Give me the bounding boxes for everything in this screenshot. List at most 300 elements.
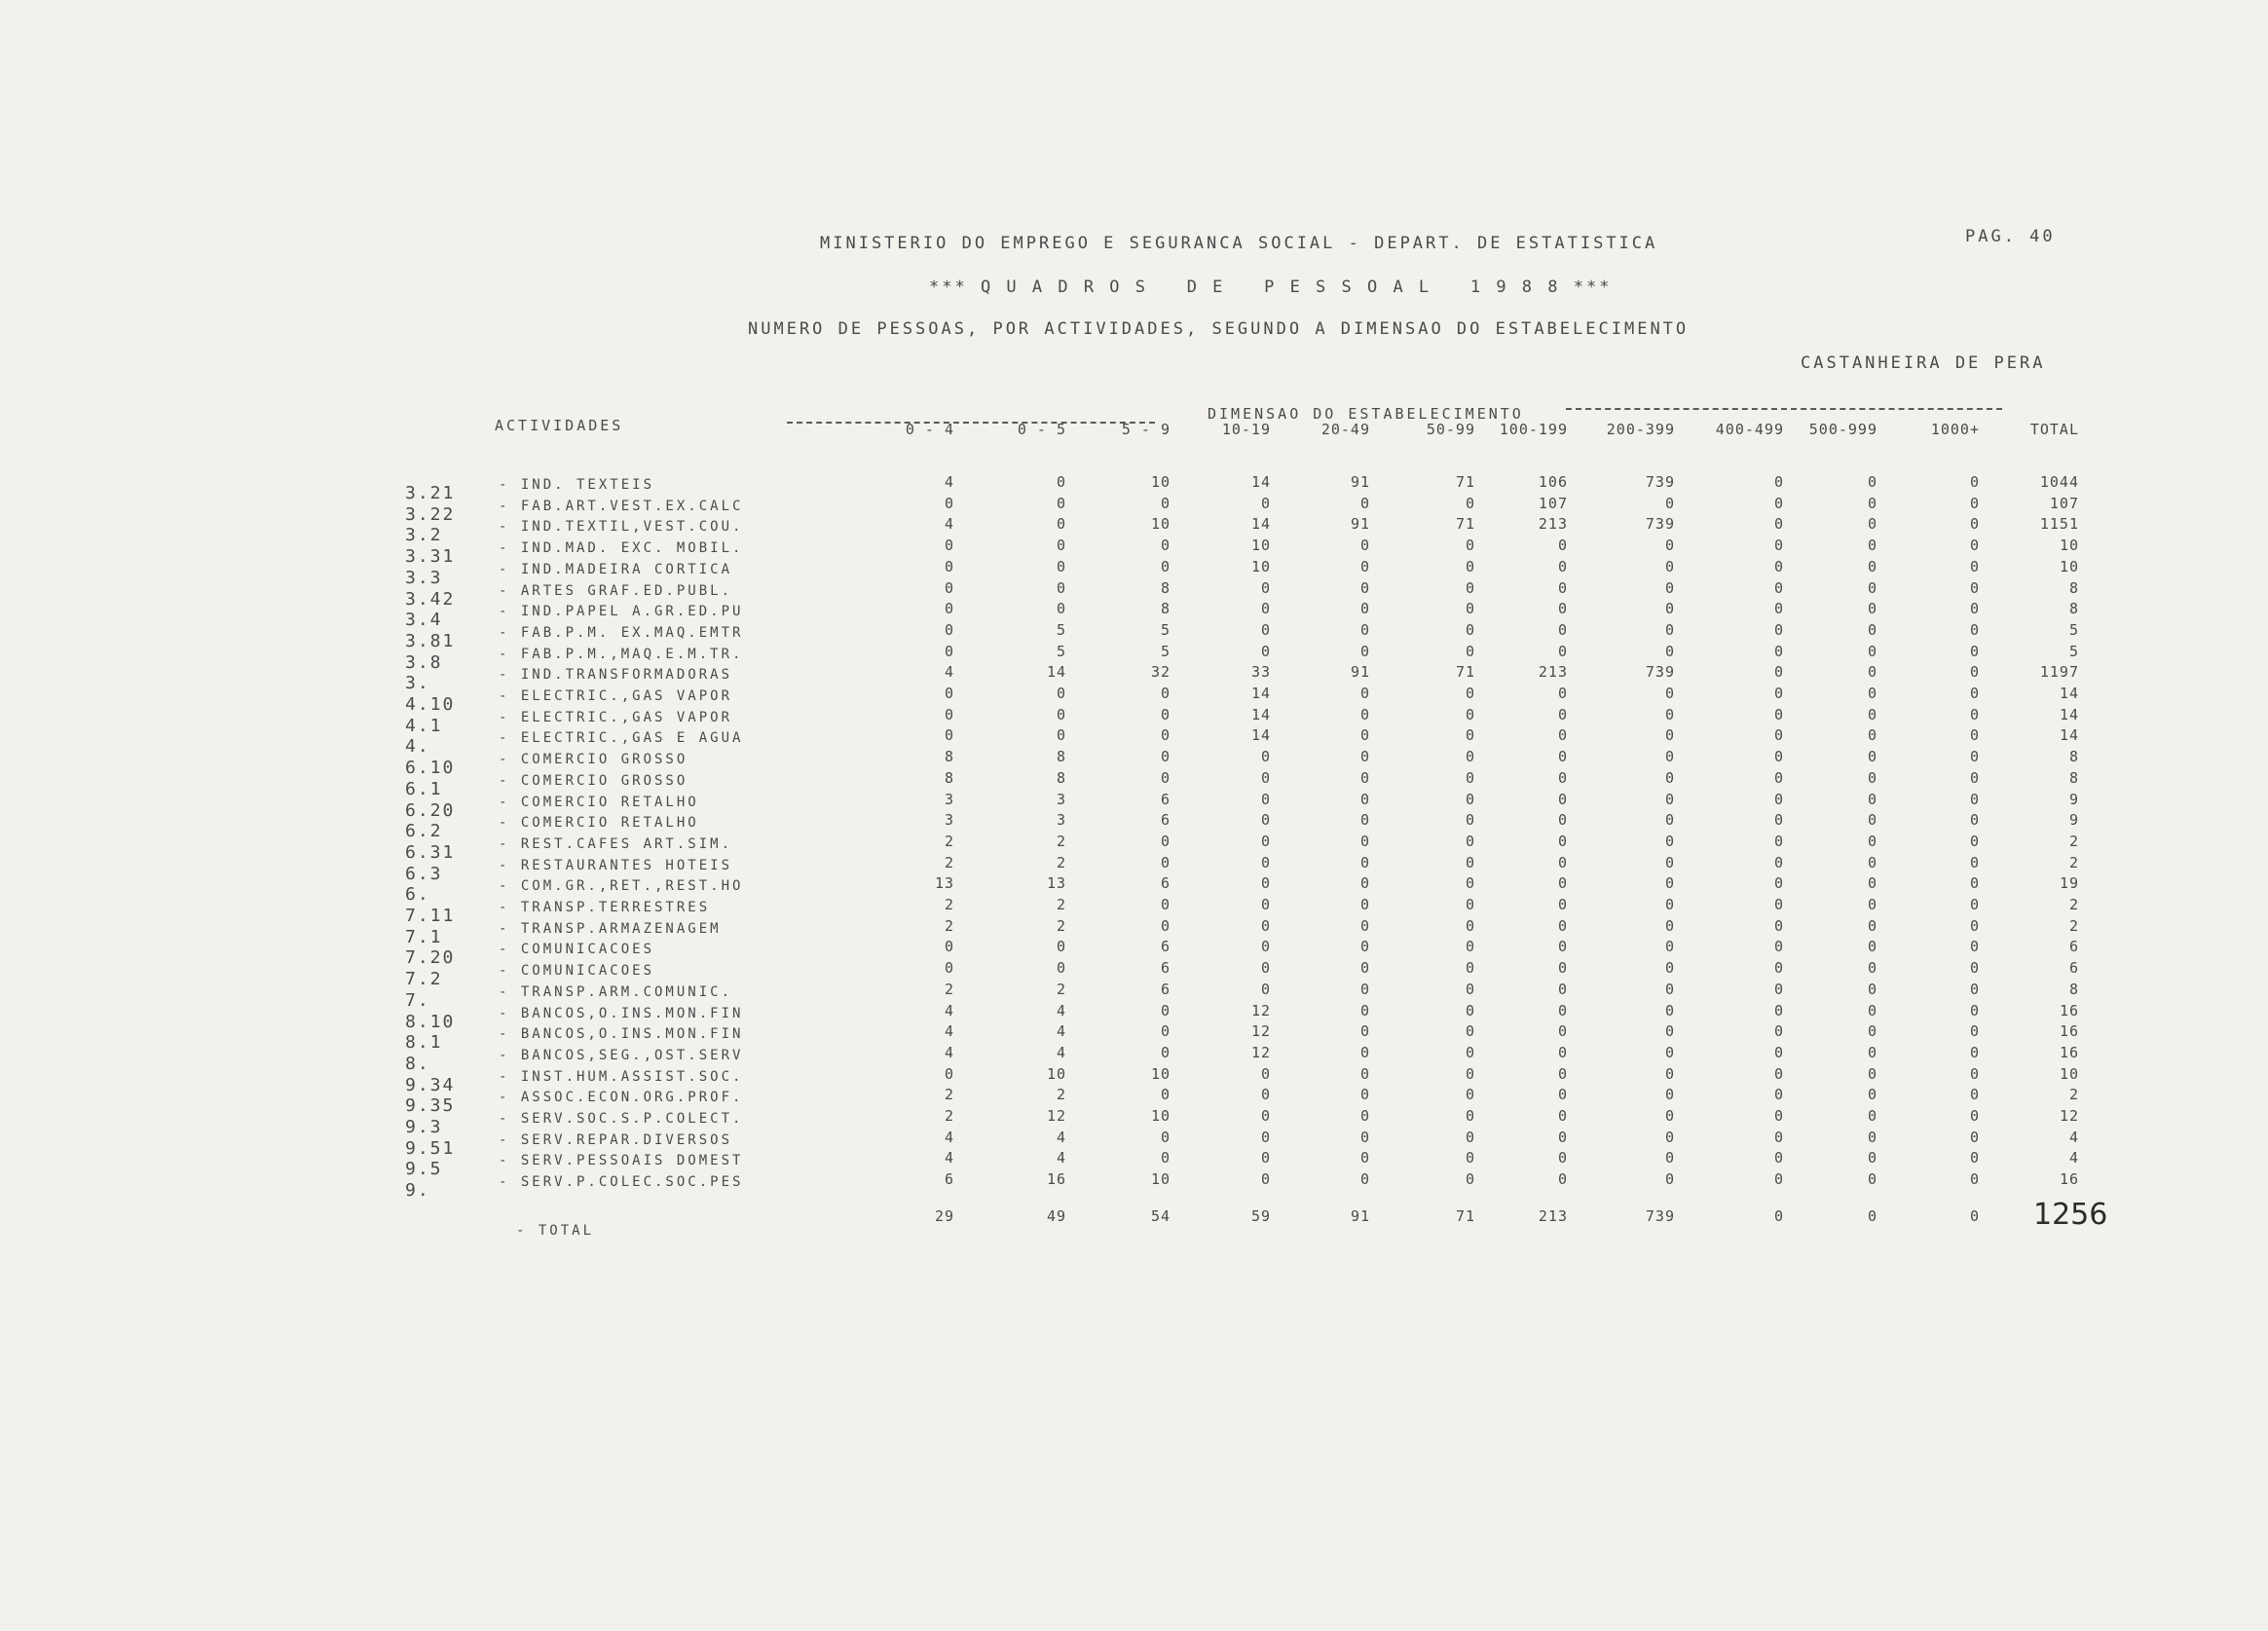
table-cell: 0 bbox=[1969, 916, 1980, 935]
table-cell: 0 bbox=[1557, 685, 1568, 702]
table-cell: 0 bbox=[1969, 642, 1980, 660]
table-cell: 0 bbox=[1260, 578, 1271, 597]
table-cell: 2 bbox=[2068, 853, 2079, 871]
table-cell: 0 bbox=[1773, 1086, 1784, 1104]
table-cell: 0 bbox=[1867, 768, 1878, 787]
table-cell: 0 bbox=[1465, 1107, 1475, 1125]
table-cell: 0 bbox=[1773, 1170, 1784, 1189]
table-cell: 0 bbox=[1773, 1128, 1784, 1146]
table-cell: 3 bbox=[944, 811, 954, 830]
table-cell: 0 bbox=[1557, 811, 1568, 830]
table-cell: 0 bbox=[1056, 557, 1066, 575]
table-cell: 2 bbox=[944, 896, 954, 913]
column-header: 400-499 bbox=[1715, 421, 1784, 438]
table-cell: 0 bbox=[1557, 578, 1568, 597]
activity-name: - BANCOS,SEG.,OST.SERV bbox=[499, 1047, 744, 1063]
table-cell: 8 bbox=[1056, 768, 1066, 787]
table-cell: 0 bbox=[1664, 790, 1675, 808]
table-cell: 0 bbox=[1557, 1107, 1568, 1125]
table-cell: 0 bbox=[1773, 1064, 1784, 1083]
table-cell: 0 bbox=[1359, 557, 1370, 575]
table-cell: 0 bbox=[1557, 959, 1568, 978]
table-cell: 0 bbox=[1773, 663, 1784, 682]
table-cell: 107 bbox=[1538, 494, 1568, 512]
table-cell: 0 bbox=[944, 726, 954, 745]
table-cell: 0 bbox=[1260, 642, 1271, 660]
table-cell: 2 bbox=[944, 916, 954, 935]
table-cell: 0 bbox=[1867, 557, 1878, 575]
table-cell: 5 bbox=[1160, 620, 1171, 639]
total-cell: 0 bbox=[1969, 1207, 1980, 1225]
table-cell: 10 bbox=[1150, 1107, 1171, 1125]
table-cell: 0 bbox=[1773, 578, 1784, 597]
table-cell: 0 bbox=[1867, 685, 1878, 702]
table-cell: 213 bbox=[1538, 515, 1568, 534]
table-cell: 5 bbox=[2068, 642, 2079, 660]
table-cell: 0 bbox=[1557, 768, 1568, 787]
table-cell: 8 bbox=[1160, 600, 1171, 618]
table-cell: 0 bbox=[1465, 811, 1475, 830]
activity-name: - COMUNICACOES bbox=[499, 942, 655, 958]
activity-name: - COM.GR.,RET.,REST.HO bbox=[499, 878, 744, 895]
table-cell: 0 bbox=[1260, 1107, 1271, 1125]
table-cell: 107 bbox=[2049, 494, 2079, 512]
table-cell: 0 bbox=[1867, 1149, 1878, 1168]
table-cell: 0 bbox=[944, 1064, 954, 1083]
table-cell: 8 bbox=[2068, 600, 2079, 618]
table-cell: 0 bbox=[1773, 642, 1784, 660]
table-cell: 10 bbox=[1046, 1064, 1066, 1083]
table-cell: 0 bbox=[1969, 1022, 1980, 1041]
table-cell: 0 bbox=[1773, 494, 1784, 512]
table-cell: 0 bbox=[1160, 916, 1171, 935]
table-cell: 0 bbox=[1773, 853, 1784, 871]
table-cell: 0 bbox=[1867, 959, 1878, 978]
activity-code: 3.31 bbox=[405, 546, 456, 568]
table-cell: 0 bbox=[1465, 853, 1475, 871]
table-cell: 2 bbox=[1056, 980, 1066, 998]
table-cell: 1197 bbox=[2039, 663, 2079, 682]
table-cell: 0 bbox=[1969, 790, 1980, 808]
table-cell: 8 bbox=[2068, 748, 2079, 766]
table-cell: 0 bbox=[1969, 663, 1980, 682]
table-cell: 0 bbox=[1969, 896, 1980, 913]
table-cell: 33 bbox=[1250, 663, 1271, 682]
table-cell: 0 bbox=[1773, 1149, 1784, 1168]
table-cell: 0 bbox=[1664, 748, 1675, 766]
table-cell: 0 bbox=[1160, 494, 1171, 512]
table-cell: 10 bbox=[2059, 537, 2079, 555]
table-cell: 4 bbox=[1056, 1128, 1066, 1146]
table-cell: 0 bbox=[1260, 1128, 1271, 1146]
activity-name: - BANCOS,O.INS.MON.FIN bbox=[499, 1026, 744, 1043]
table-cell: 0 bbox=[1557, 896, 1568, 913]
activity-code: 3.81 bbox=[405, 630, 456, 651]
table-cell: 0 bbox=[1773, 473, 1784, 491]
table-cell: 0 bbox=[1465, 980, 1475, 998]
table-cell: 2 bbox=[2068, 896, 2079, 913]
table-cell: 8 bbox=[2068, 980, 2079, 998]
table-cell: 10 bbox=[2059, 557, 2079, 575]
activity-code: 4.10 bbox=[405, 694, 456, 715]
table-cell: 0 bbox=[1260, 980, 1271, 998]
table-cell: 106 bbox=[1538, 473, 1568, 491]
table-cell: 0 bbox=[944, 705, 954, 723]
table-cell: 0 bbox=[1664, 1107, 1675, 1125]
table-cell: 0 bbox=[1773, 748, 1784, 766]
table-cell: 0 bbox=[1465, 620, 1475, 639]
table-cell: 739 bbox=[1645, 663, 1675, 682]
table-cell: 0 bbox=[1160, 768, 1171, 787]
table-cell: 0 bbox=[1867, 980, 1878, 998]
table-cell: 0 bbox=[1359, 642, 1370, 660]
table-cell: 10 bbox=[1250, 537, 1271, 555]
column-header: 0 - 5 bbox=[1017, 421, 1066, 438]
activity-name: - TRANSP.TERRESTRES bbox=[499, 900, 711, 915]
table-cell: 6 bbox=[1160, 938, 1171, 956]
table-cell: 0 bbox=[1465, 1170, 1475, 1189]
table-cell: 0 bbox=[1969, 938, 1980, 956]
total-cell: 213 bbox=[1538, 1207, 1568, 1225]
activity-name: - ELECTRIC.,GAS VAPOR bbox=[499, 709, 733, 725]
table-cell: 4 bbox=[1056, 1001, 1066, 1019]
table-cell: 0 bbox=[1465, 1001, 1475, 1019]
table-cell: 0 bbox=[1557, 980, 1568, 998]
total-cell: 91 bbox=[1350, 1207, 1370, 1225]
table-cell: 0 bbox=[1867, 705, 1878, 723]
table-cell: 0 bbox=[1664, 1149, 1675, 1168]
table-cell: 10 bbox=[1150, 515, 1171, 534]
table-cell: 14 bbox=[1250, 705, 1271, 723]
table-cell: 3 bbox=[944, 790, 954, 808]
table-cell: 0 bbox=[1773, 896, 1784, 913]
activities-column-header: ACTIVIDADES bbox=[495, 417, 624, 434]
table-cell: 0 bbox=[1664, 811, 1675, 830]
table-cell: 0 bbox=[1260, 790, 1271, 808]
activity-name: - SERV.REPAR.DIVERSOS bbox=[499, 1131, 733, 1148]
table-cell: 0 bbox=[1056, 685, 1066, 702]
total-cell: 0 bbox=[1773, 1207, 1784, 1225]
table-cell: 0 bbox=[944, 600, 954, 618]
table-cell: 8 bbox=[944, 768, 954, 787]
table-cell: 0 bbox=[1969, 874, 1980, 893]
table-cell: 0 bbox=[1867, 600, 1878, 618]
table-cell: 0 bbox=[1260, 1149, 1271, 1168]
table-cell: 0 bbox=[1664, 1086, 1675, 1104]
table-cell: 2 bbox=[1056, 853, 1066, 871]
table-cell: 0 bbox=[1664, 642, 1675, 660]
table-cell: 0 bbox=[1260, 1086, 1271, 1104]
activity-name: - BANCOS,O.INS.MON.FIN bbox=[499, 1005, 744, 1021]
activity-name: - IND.TEXTIL,VEST.COU. bbox=[499, 519, 744, 536]
table-cell: 0 bbox=[1969, 578, 1980, 597]
table-cell: 16 bbox=[2059, 1170, 2079, 1189]
table-cell: 0 bbox=[1969, 726, 1980, 745]
table-cell: 0 bbox=[1664, 874, 1675, 893]
table-cell: 0 bbox=[1160, 853, 1171, 871]
table-cell: 0 bbox=[1664, 578, 1675, 597]
table-cell: 0 bbox=[1867, 663, 1878, 682]
activity-name: - IND.TRANSFORMADORAS bbox=[499, 667, 733, 684]
table-cell: 0 bbox=[1557, 1086, 1568, 1104]
ministry-header: MINISTERIO DO EMPREGO E SEGURANCA SOCIAL - DEPART. DE ESTATISTICA bbox=[820, 234, 1658, 253]
table-cell: 0 bbox=[1664, 600, 1675, 618]
total-cell: 49 bbox=[1046, 1207, 1066, 1225]
table-cell: 2 bbox=[2068, 1086, 2079, 1104]
table-cell: 6 bbox=[944, 1170, 954, 1189]
table-cell: 0 bbox=[1867, 1043, 1878, 1061]
activity-code: 9.3 bbox=[405, 1117, 443, 1137]
table-cell: 6 bbox=[1160, 811, 1171, 830]
table-cell: 0 bbox=[1359, 959, 1370, 978]
table-cell: 0 bbox=[1664, 537, 1675, 555]
activity-code: 8.1 bbox=[405, 1032, 443, 1054]
table-cell: 0 bbox=[1465, 1149, 1475, 1168]
activity-name: - REST.CAFES ART.SIM. bbox=[499, 835, 733, 852]
activity-code: 7. bbox=[405, 989, 430, 1011]
table-cell: 0 bbox=[1056, 959, 1066, 978]
table-cell: 0 bbox=[1867, 1170, 1878, 1189]
column-header: 1000+ bbox=[1930, 421, 1980, 438]
table-cell: 0 bbox=[1969, 1064, 1980, 1083]
table-cell: 0 bbox=[1664, 938, 1675, 956]
table-cell: 0 bbox=[1773, 515, 1784, 534]
table-cell: 0 bbox=[1773, 620, 1784, 639]
table-cell: 0 bbox=[1773, 811, 1784, 830]
activity-name: - TRANSP.ARM.COMUNIC. bbox=[499, 983, 733, 1000]
table-cell: 16 bbox=[2059, 1022, 2079, 1041]
activity-name: - IND.MAD. EXC. MOBIL. bbox=[499, 540, 744, 557]
table-cell: 0 bbox=[1969, 768, 1980, 787]
table-cell: 14 bbox=[1046, 663, 1066, 682]
table-cell: 0 bbox=[1056, 494, 1066, 512]
table-cell: 0 bbox=[1359, 1149, 1370, 1168]
table-cell: 12 bbox=[2059, 1107, 2079, 1125]
table-cell: 0 bbox=[1557, 1128, 1568, 1146]
table-cell: 12 bbox=[1250, 1001, 1271, 1019]
table-cell: 2 bbox=[1056, 1086, 1066, 1104]
table-cell: 9 bbox=[2068, 811, 2079, 830]
table-cell: 0 bbox=[1867, 726, 1878, 745]
activity-name: - COMERCIO RETALHO bbox=[499, 794, 699, 810]
table-cell: 0 bbox=[1260, 494, 1271, 512]
activity-name: - COMERCIO GROSSO bbox=[499, 772, 688, 789]
table-cell: 2 bbox=[1056, 832, 1066, 850]
table-cell: 0 bbox=[1557, 1043, 1568, 1061]
table-cell: 1044 bbox=[2039, 473, 2079, 491]
table-cell: 0 bbox=[1359, 1086, 1370, 1104]
table-cell: 739 bbox=[1645, 515, 1675, 534]
table-cell: 0 bbox=[1160, 1001, 1171, 1019]
table-cell: 0 bbox=[1056, 600, 1066, 618]
table-cell: 4 bbox=[944, 663, 954, 682]
table-cell: 0 bbox=[1867, 896, 1878, 913]
activity-name: - COMUNICACOES bbox=[499, 963, 655, 980]
table-cell: 0 bbox=[1969, 1107, 1980, 1125]
activity-code: 3. bbox=[405, 673, 430, 694]
table-cell: 0 bbox=[1773, 685, 1784, 702]
table-cell: 0 bbox=[1773, 726, 1784, 745]
table-cell: 0 bbox=[1056, 537, 1066, 555]
table-cell: 0 bbox=[1056, 938, 1066, 956]
table-cell: 2 bbox=[2068, 916, 2079, 935]
activity-name: - TRANSP.ARMAZENAGEM bbox=[499, 920, 722, 937]
table-cell: 0 bbox=[1160, 537, 1171, 555]
table-cell: 0 bbox=[1465, 537, 1475, 555]
total-cell: 54 bbox=[1150, 1207, 1171, 1225]
table-cell: 0 bbox=[1867, 938, 1878, 956]
column-header: 0 - 4 bbox=[905, 421, 954, 438]
table-cell: 0 bbox=[1160, 557, 1171, 575]
table-cell: 0 bbox=[1867, 620, 1878, 639]
table-cell: 0 bbox=[1160, 1022, 1171, 1041]
table-cell: 12 bbox=[1250, 1043, 1271, 1061]
table-cell: 0 bbox=[1557, 600, 1568, 618]
table-cell: 0 bbox=[1160, 748, 1171, 766]
table-cell: 0 bbox=[1359, 790, 1370, 808]
activity-code: 7.20 bbox=[405, 947, 456, 969]
table-cell: 0 bbox=[1664, 832, 1675, 850]
table-cell: 2 bbox=[944, 832, 954, 850]
table-cell: 0 bbox=[1867, 1128, 1878, 1146]
table-cell: 0 bbox=[1773, 1107, 1784, 1125]
table-cell: 8 bbox=[944, 748, 954, 766]
table-cell: 0 bbox=[1260, 768, 1271, 787]
table-cell: 0 bbox=[1359, 1043, 1370, 1061]
activity-name: - ELECTRIC.,GAS E AGUA bbox=[499, 730, 744, 747]
activity-name: - FAB.P.M.,MAQ.E.M.TR. bbox=[499, 646, 744, 662]
table-cell: 8 bbox=[1160, 578, 1171, 597]
table-cell: 1151 bbox=[2039, 515, 2079, 534]
table-cell: 0 bbox=[1867, 1086, 1878, 1104]
table-cell: 0 bbox=[1969, 959, 1980, 978]
table-cell: 0 bbox=[944, 685, 954, 702]
table-cell: 0 bbox=[1160, 1149, 1171, 1168]
table-cell: 14 bbox=[1250, 685, 1271, 702]
activity-code: 7.1 bbox=[405, 926, 443, 947]
table-cell: 0 bbox=[1867, 1001, 1878, 1019]
table-cell: 4 bbox=[944, 1022, 954, 1041]
table-cell: 0 bbox=[1664, 726, 1675, 745]
table-cell: 14 bbox=[1250, 473, 1271, 491]
table-cell: 0 bbox=[1773, 1001, 1784, 1019]
table-cell: 13 bbox=[934, 874, 954, 893]
activity-code: 3.21 bbox=[405, 483, 456, 503]
column-header: 500-999 bbox=[1808, 421, 1878, 438]
table-cell: 0 bbox=[1465, 768, 1475, 787]
table-cell: 0 bbox=[1664, 1022, 1675, 1041]
table-cell: 0 bbox=[1160, 1086, 1171, 1104]
table-cell: 0 bbox=[1359, 578, 1370, 597]
table-cell: 0 bbox=[1773, 1043, 1784, 1061]
table-cell: 0 bbox=[1359, 705, 1370, 723]
table-cell: 0 bbox=[1465, 705, 1475, 723]
table-cell: 0 bbox=[1359, 1107, 1370, 1125]
table-cell: 5 bbox=[1056, 620, 1066, 639]
table-cell: 0 bbox=[1359, 685, 1370, 702]
table-cell: 0 bbox=[1664, 916, 1675, 935]
activity-code: 6.20 bbox=[405, 799, 456, 821]
table-cell: 4 bbox=[2068, 1149, 2079, 1168]
dimension-rule-right bbox=[1566, 408, 2002, 410]
table-cell: 0 bbox=[1867, 748, 1878, 766]
activity-code: 4.1 bbox=[405, 715, 443, 736]
table-cell: 0 bbox=[1359, 853, 1370, 871]
table-cell: 0 bbox=[1773, 959, 1784, 978]
table-cell: 0 bbox=[1969, 515, 1980, 534]
table-cell: 0 bbox=[1359, 874, 1370, 893]
report-title: *** Q U A D R O S D E P E S S O A L 1 9 8 8 *** bbox=[929, 278, 1613, 297]
table-cell: 0 bbox=[1969, 620, 1980, 639]
table-cell: 9 bbox=[2068, 790, 2079, 808]
table-cell: 16 bbox=[2059, 1043, 2079, 1061]
table-cell: 0 bbox=[1773, 980, 1784, 998]
table-cell: 4 bbox=[1056, 1043, 1066, 1061]
activity-code: 4. bbox=[405, 736, 430, 758]
table-cell: 8 bbox=[2068, 578, 2079, 597]
table-cell: 0 bbox=[1773, 600, 1784, 618]
activity-code: 3.3 bbox=[405, 567, 443, 588]
table-cell: 6 bbox=[2068, 959, 2079, 978]
table-cell: 16 bbox=[2059, 1001, 2079, 1019]
table-cell: 0 bbox=[1465, 874, 1475, 893]
table-cell: 0 bbox=[1867, 1107, 1878, 1125]
column-header: 5 - 9 bbox=[1121, 421, 1171, 438]
table-cell: 0 bbox=[1260, 959, 1271, 978]
table-cell: 0 bbox=[1664, 557, 1675, 575]
table-cell: 4 bbox=[944, 1149, 954, 1168]
table-cell: 0 bbox=[1557, 1170, 1568, 1189]
table-cell: 0 bbox=[1160, 832, 1171, 850]
table-cell: 0 bbox=[1773, 557, 1784, 575]
table-cell: 0 bbox=[1359, 832, 1370, 850]
table-cell: 0 bbox=[1260, 748, 1271, 766]
table-cell: 5 bbox=[1160, 642, 1171, 660]
table-cell: 14 bbox=[1250, 515, 1271, 534]
table-cell: 0 bbox=[1359, 1064, 1370, 1083]
table-cell: 0 bbox=[1056, 473, 1066, 491]
table-cell: 14 bbox=[2059, 685, 2079, 702]
table-cell: 0 bbox=[944, 938, 954, 956]
table-cell: 5 bbox=[2068, 620, 2079, 639]
table-cell: 0 bbox=[1359, 600, 1370, 618]
table-cell: 10 bbox=[1150, 1064, 1171, 1083]
table-cell: 0 bbox=[1056, 726, 1066, 745]
activity-name: - SERV.PESSOAIS DOMEST bbox=[499, 1153, 744, 1169]
table-cell: 0 bbox=[1969, 600, 1980, 618]
table-cell: 0 bbox=[1260, 600, 1271, 618]
table-cell: 0 bbox=[1867, 642, 1878, 660]
handwritten-total: 1256 bbox=[2033, 1198, 2108, 1232]
activity-name: - INST.HUM.ASSIST.SOC. bbox=[499, 1068, 744, 1085]
table-cell: 0 bbox=[1664, 1128, 1675, 1146]
table-cell: 5 bbox=[1056, 642, 1066, 660]
table-cell: 0 bbox=[1867, 916, 1878, 935]
table-cell: 0 bbox=[1557, 642, 1568, 660]
activity-name: - ARTES GRAF.ED.PUBL. bbox=[499, 582, 733, 599]
table-cell: 0 bbox=[1773, 768, 1784, 787]
column-header: 20-49 bbox=[1320, 421, 1370, 438]
table-cell: 2 bbox=[944, 853, 954, 871]
table-cell: 0 bbox=[1359, 811, 1370, 830]
table-cell: 0 bbox=[1557, 705, 1568, 723]
activity-code: 9.35 bbox=[405, 1095, 456, 1117]
activity-code: 8. bbox=[405, 1053, 430, 1074]
table-cell: 0 bbox=[1969, 473, 1980, 491]
table-cell: 0 bbox=[944, 642, 954, 660]
table-cell: 0 bbox=[1773, 537, 1784, 555]
activity-name: - FAB.ART.VEST.EX.CALC bbox=[499, 498, 744, 514]
